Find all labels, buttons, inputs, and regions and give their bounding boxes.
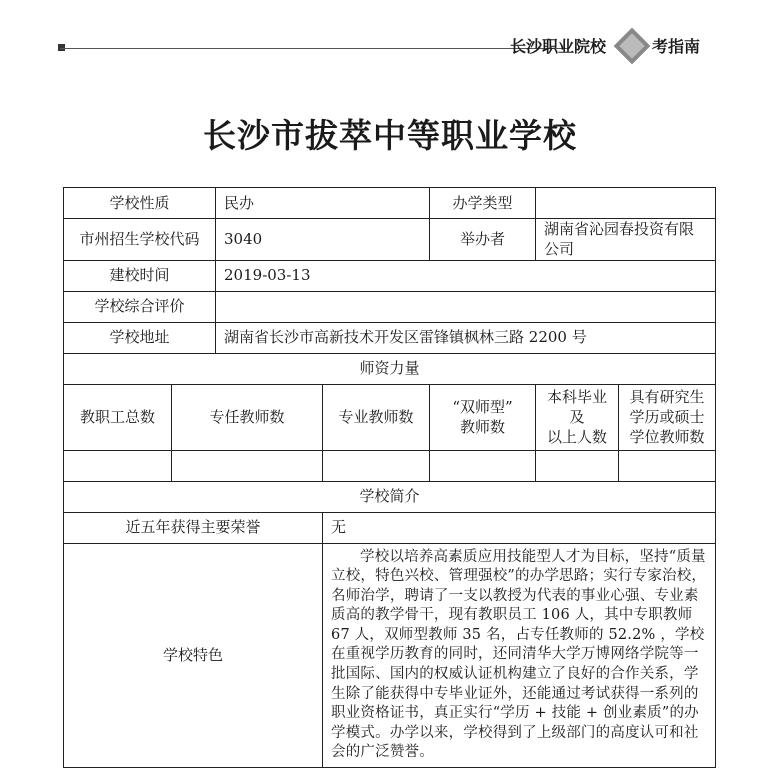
faculty-value-total — [64, 450, 172, 481]
organizer-value: 湖南省沁园春投资有限公司 — [536, 219, 716, 261]
features-label: 学校特色 — [64, 543, 323, 768]
faculty-value-professional — [323, 450, 430, 481]
faculty-section-title: 师资力量 — [64, 353, 716, 384]
faculty-header-fulltime: 专任教师数 — [172, 384, 323, 450]
school-nature-label: 学校性质 — [64, 188, 216, 219]
features-text: 学校以培养高素质应用技能型人才为目标，坚持“质量立校，特色兴校、管理强校”的办学思路；实行专家治校，名师治学，聘请了一支以教授为代表的事业心强、专业素质高的教学骨干，现有教职员工 106 人，其中专职教师 67 人，双师型教师 35 名，占专任教师的 52.2% ，学校在重视学历教育的同时，还同清华大学万博网络学院等一批国际、国内的权威认证机构建立了良好的合作关系，学生除了能获得中专毕业证外，还能通过考试获得一系列的职业资格证书，真正实行“学历 + 技能 + 创业素质”的办学模式。办学以来，学校得到了上级部门的高度认可和社会的广泛赞誉。 — [323, 543, 716, 768]
header-subtitle: 考指南 — [652, 37, 701, 56]
header-title: 长沙职业院校 — [510, 37, 607, 56]
page-title: 长沙市拔萃中等职业学校 — [203, 116, 577, 155]
honors-label: 近五年获得主要荣誉 — [64, 512, 323, 543]
address-value: 湖南省长沙市高新技术开发区雷锋镇枫林三路 2200 号 — [216, 322, 716, 353]
founded-value: 2019-03-13 — [216, 260, 716, 291]
evaluation-label: 学校综合评价 — [64, 291, 216, 322]
address-label: 学校地址 — [64, 322, 216, 353]
evaluation-value — [216, 291, 716, 322]
faculty-value-dual — [430, 450, 536, 481]
header-rule — [60, 48, 568, 49]
faculty-header-dual: “双师型” 教师数 — [430, 384, 536, 450]
faculty-value-bachelor — [536, 450, 619, 481]
intro-section-title: 学校简介 — [64, 481, 716, 512]
faculty-header-professional: 专业教师数 — [323, 384, 430, 450]
faculty-header-total: 教职工总数 — [64, 384, 172, 450]
school-type-label: 办学类型 — [430, 188, 536, 219]
faculty-value-fulltime — [172, 450, 323, 481]
faculty-header-postgrad: 具有研究生 学历或硕士 学位教师数 — [619, 384, 716, 450]
code-label: 市州招生学校代码 — [64, 219, 216, 261]
founded-label: 建校时间 — [64, 260, 216, 291]
header-logo-icon — [614, 28, 651, 65]
school-type-value — [536, 188, 716, 219]
school-info-table — [63, 187, 716, 768]
code-value: 3040 — [216, 219, 430, 261]
faculty-header-bachelor: 本科毕业及 以上人数 — [536, 384, 619, 450]
honors-value: 无 — [323, 512, 716, 543]
faculty-value-postgrad — [619, 450, 716, 481]
school-nature-value: 民办 — [216, 188, 430, 219]
organizer-label: 举办者 — [430, 219, 536, 261]
